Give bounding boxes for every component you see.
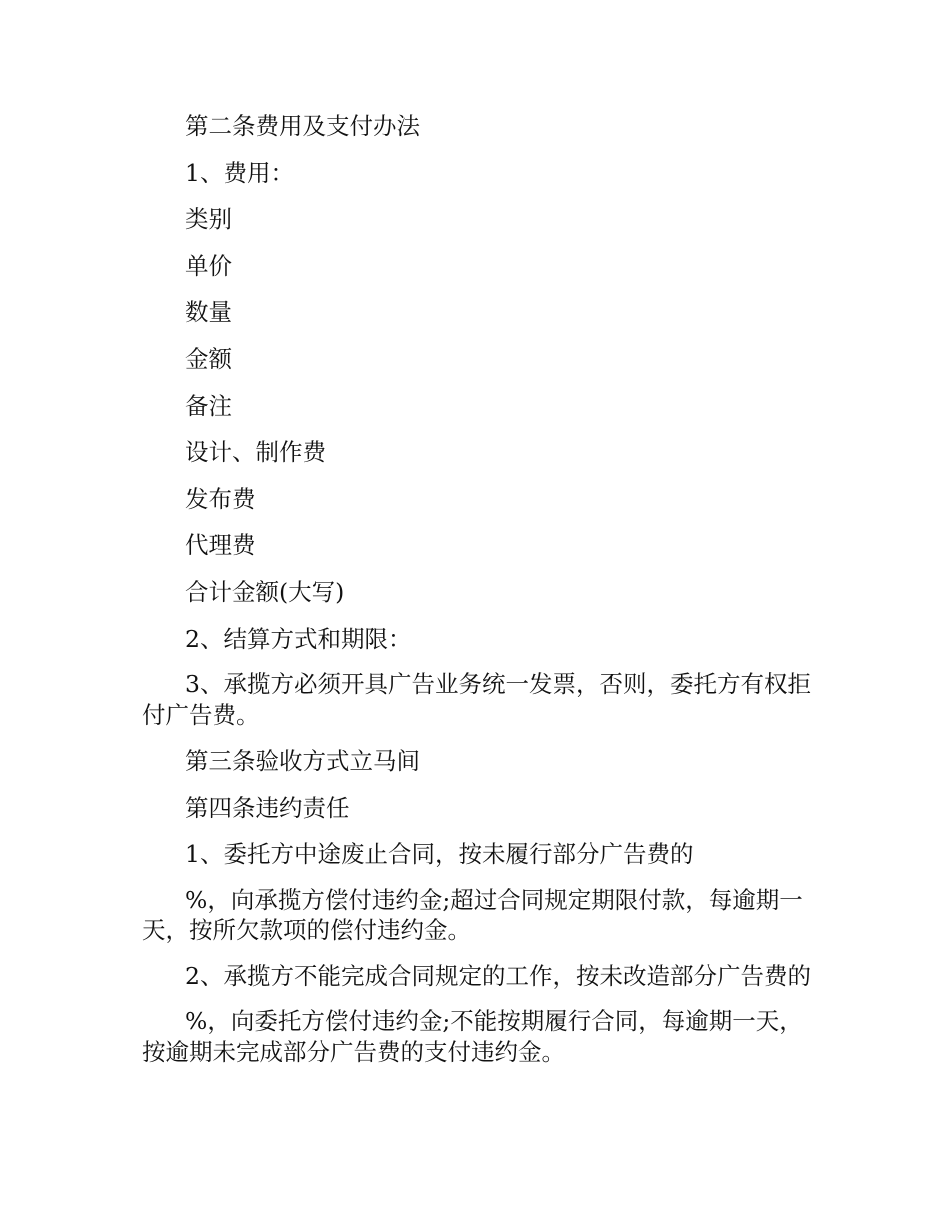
- fee-column-quantity: 数量: [185, 298, 232, 327]
- fee-row-publishing: 发布费: [185, 484, 256, 513]
- liability-clause-1: 1、委托方中途废止合同，按未履行部分广告费的: [185, 840, 694, 869]
- invoice-clause: 3、承揽方必须开具广告业务统一发票，否则，委托方有权拒付广告费。: [142, 670, 811, 729]
- section-heading-acceptance: 第三条验收方式立马间: [185, 747, 420, 776]
- liability-clause-1-continued: %，向承揽方偿付违约金;超过合同规定期限付款，每逾期一天，按所欠款项的偿付违约金。: [142, 885, 803, 945]
- fee-column-unit-price: 单价: [185, 251, 232, 280]
- settlement-terms: 2、结算方式和期限：: [185, 624, 412, 653]
- section-heading-liability: 第四条违约责任: [185, 793, 350, 822]
- fee-column-amount: 金额: [185, 344, 232, 373]
- fee-row-total: 合计金额(大写): [185, 577, 345, 606]
- fee-column-category: 类别: [185, 205, 232, 234]
- liability-clause-2: 2、承揽方不能完成合同规定的工作，按未改造部分广告费的: [185, 961, 811, 990]
- section-heading-fees: 第二条费用及支付办法: [185, 112, 420, 140]
- fees-item-label: 1、费用：: [185, 158, 294, 187]
- fee-row-design-production: 设计、制作费: [185, 438, 326, 467]
- fee-column-remarks: 备注: [185, 391, 232, 420]
- liability-clause-2-continued: %，向委托方偿付违约金;不能按期履行合同，每逾期一天，按逾期未完成部分广告费的支付违约金。: [142, 1007, 803, 1066]
- document-body: [142, 110, 814, 1082]
- fee-row-agency: 代理费: [185, 531, 256, 560]
